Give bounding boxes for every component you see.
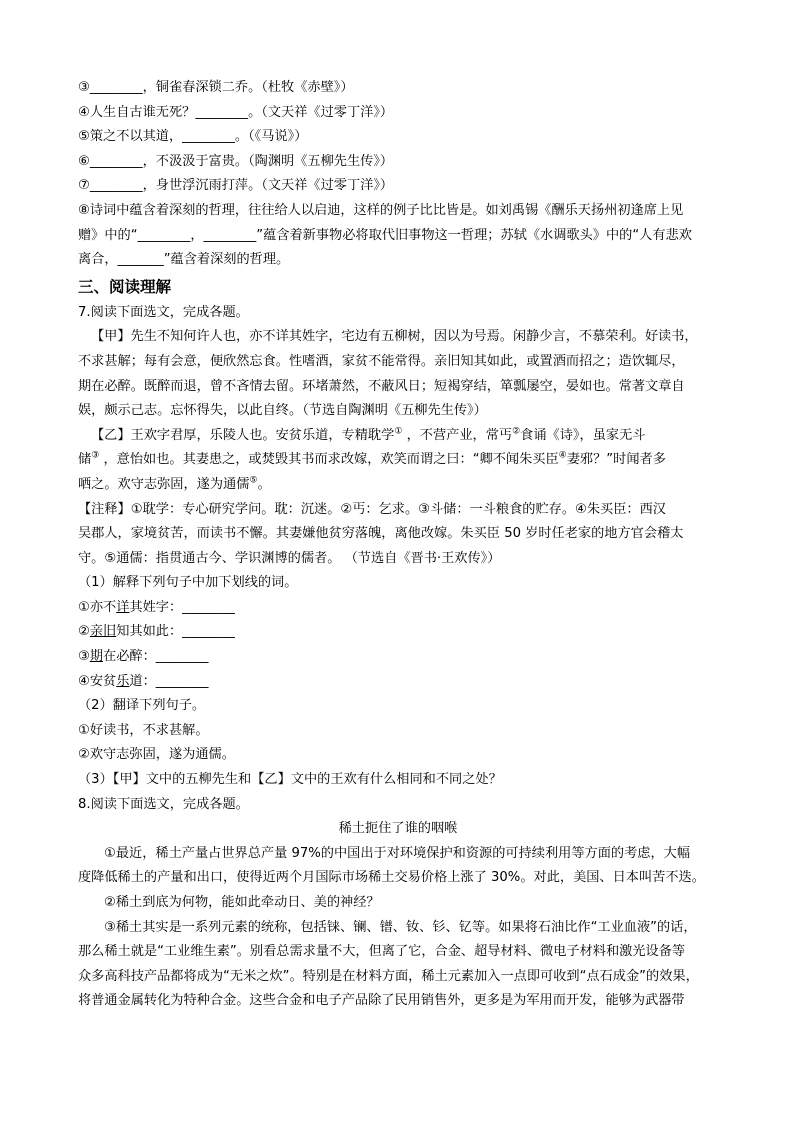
text-span: 。	[257, 476, 271, 492]
underlined-word: 详	[116, 599, 130, 615]
q7-sub2-item-2: ②欢守志弥固，遂为通儒。	[78, 747, 235, 763]
q7-yi-line-2	[78, 448, 718, 473]
text-span: 妻邪？”时闻者多	[566, 452, 666, 468]
text-span: ②	[78, 624, 90, 640]
text-span: ①亦不	[78, 599, 117, 615]
q7-sub3: （3）【甲】文中的五柳先生和【乙】文中的王欢有什么相同和不同之处？	[78, 772, 502, 788]
q8-intro: 8.阅读下面选文，完成各题。	[78, 796, 249, 812]
q8-para-2: ②稀土到底为何物，能如此牵动日、美的神经？	[104, 895, 380, 910]
poem-line-8b: 赠》中的“________，________”蕴含着新事物必将取代旧事物这一哲理；苏轼《水调歌头》中的“人有悲欢	[78, 227, 692, 243]
poem-line-8c: 离合，_______”蕴含着深刻的哲理。	[78, 252, 290, 268]
q7-yi-line-3	[78, 473, 718, 498]
q7-sub1-item-1	[78, 596, 718, 621]
q7-notes-line-3: 守。⑤通儒：指贯通古今、学识渊博的儒者。 （节选自《晋书·王欢传》）	[78, 550, 501, 566]
q7-sub1-item-3	[78, 645, 718, 670]
poem-line-8a: ⑧诗词中蕴含着深刻的哲理，往往给人以启迪，这样的例子比比皆是。如刘禹锡《酬乐天扬州初逢席上见	[78, 202, 684, 218]
text-span: 【乙】王欢字君厚，乐陵人也。安贫乐道，专精耽学	[91, 427, 395, 443]
q7-jia-line-3: 期在必醉。既醉而退，曾不吝情去留。环堵萧然，不蔽风日；短褐穿结，箪瓢屡空，晏如也。常著文章自	[78, 378, 685, 394]
poem-line-5: ⑤策之不以其道，________。（《马说》）	[78, 129, 308, 145]
footnote-mark-4: ④	[558, 450, 567, 461]
text-span: ③	[78, 649, 90, 665]
q8-article-title: 稀土扼住了谁的咽喉	[338, 821, 458, 837]
q7-jia-line-4: 娱，颇示己志。忘怀得失，以此自终。（节选自陶渊明《五柳先生传》）	[78, 403, 487, 419]
q7-intro: 7.阅读下面选文，完成各题。	[78, 304, 249, 320]
underlined-word: 期	[89, 649, 104, 665]
q8-para-3b: 那么稀土就是“工业维生素”。别看总需求量不大，但离了它，合金、超导材料、微电子材料和激光设备等	[78, 944, 686, 960]
q7-sub2-item-1: ①好读书，不求甚解。	[78, 722, 209, 738]
q7-sub1-item-4	[78, 670, 718, 695]
section-title: 三、阅读理解	[78, 277, 172, 296]
footnote-mark-3: ③	[91, 450, 100, 461]
poem-line-6: ⑥________，不汲汲于富贵。（陶渊明《五柳先生传》）	[78, 153, 394, 169]
footnote-mark-5: ⑤	[249, 475, 258, 486]
q7-notes-line-2: 吴郡人，家境贫苦，而读书不懈。其妻嫌他贫穷落魄，离他改嫁。朱买臣 50 岁时任老家的地方官会稽太	[78, 526, 684, 542]
footnote-mark-2: ②	[512, 426, 521, 437]
text-span: 知其如此：________	[116, 624, 235, 640]
poem-line-3: ③________，铜雀春深锁二乔。（杜牧《赤壁》）	[78, 80, 354, 95]
q8-para-3a: ③稀土其实是一系列元素的统称，包括铼、镧、镨、钕、钐、钇等。如果将石油比作“工业血液”的话，	[104, 919, 697, 935]
q7-sub2: （2）翻译下列句子。	[78, 698, 206, 714]
q8-para-3d: 将普通金属转化为特种合金。这些合金和电子产品除了民用销售外，更多是为军用而开发，能够为武器带	[78, 993, 685, 1009]
footnote-mark-1: ①	[394, 426, 403, 437]
text-span: 储	[78, 452, 92, 468]
text-span: 道：________	[129, 673, 209, 689]
q7-sub1: （1）解释下列句子中加下划线的词。	[78, 575, 298, 591]
text-span: 哂之。欢守志弥固，遂为通儒	[78, 476, 250, 492]
text-span: 其姓字：________	[129, 599, 235, 615]
text-span: ，意怡如也。其妻患之，或焚毁其书而求改嫁，欢笑而谓之曰：“卿不闻朱买臣	[99, 452, 559, 468]
text-span: ，不营产业，常丐	[402, 427, 513, 443]
underlined-word: 乐	[116, 673, 130, 689]
text-span: ④安贫	[78, 673, 117, 689]
q8-para-1b: 度降低稀土的产量和出口，使得近两个月国际市场稀土交易价格上涨了 30%。对此，美国、日本叫苦不迭。	[78, 870, 705, 886]
q7-jia-line-2: 不求甚解；每有会意，便欣然忘食。性嗜酒，家贫不能常得。亲旧知其如此，或置酒而招之；造饮辄尽，	[78, 353, 685, 369]
q7-jia-line-1: 【甲】先生不知何许人也，亦不详其姓字，宅边有五柳树，因以为号焉。闲静少言，不慕荣利。好读书，	[91, 329, 698, 345]
q7-notes-line-1: 【注释】①耽学：专心研究学问。耽：沉迷。②丐：乞求。③斗储：一斗粮食的贮存。④朱买臣：西汉	[78, 501, 666, 517]
poem-line-7: ⑦________，身世浮沉雨打萍。（文天祥《过零丁洋》）	[78, 178, 394, 194]
q8-para-3c: 众多高科技产品都将成为“无米之炊”。特别是在材料方面，稀土元素加入一点即可收到“点石成金”的效果，	[78, 968, 699, 984]
poem-line-4: ④人生自古谁无死？________。（文天祥《过零丁洋》）	[78, 104, 394, 120]
q7-sub1-item-2	[78, 620, 718, 645]
text-span: 在必醉：________	[103, 649, 209, 665]
q7-yi-line-1	[78, 424, 718, 449]
text-span: 食诵《诗》，虽家无斗	[520, 427, 646, 443]
underlined-word: 亲旧	[89, 624, 117, 640]
q8-para-1a: ①最近，稀土产量占世界总产量 97%的中国出于对环境保护和资源的可持续利用等方面的考虑，大幅	[104, 845, 691, 861]
